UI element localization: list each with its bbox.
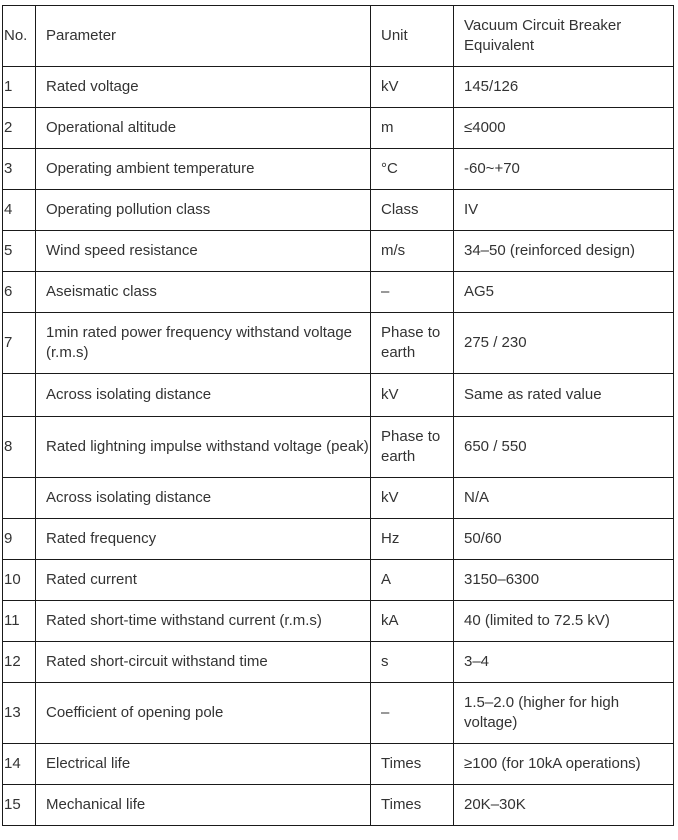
cell-unit: kV: [371, 478, 454, 519]
table-row: [3, 744, 674, 785]
cell-parameter: 1min rated power frequency withstand voltage (r.m.s): [36, 313, 371, 374]
table-row: [3, 313, 674, 374]
cell-unit: °C: [371, 149, 454, 190]
cell-no: 3: [3, 149, 36, 190]
cell-parameter: Rated current: [36, 560, 371, 601]
cell-vcb: 34–50 (reinforced design): [454, 231, 674, 272]
cell-vcb: Same as rated value: [454, 374, 674, 417]
cell-unit: m/s: [371, 231, 454, 272]
cell-parameter: Coefficient of opening pole: [36, 683, 371, 744]
cell-unit: Phase to earth: [371, 313, 454, 374]
header-no: No.: [3, 6, 36, 67]
cell-no: 12: [3, 642, 36, 683]
cell-no: 10: [3, 560, 36, 601]
table-row: [3, 519, 674, 560]
cell-vcb: 40 (limited to 72.5 kV): [454, 601, 674, 642]
cell-parameter: Operating ambient temperature: [36, 149, 371, 190]
header-unit: Unit: [371, 6, 454, 67]
table-row: [3, 67, 674, 108]
cell-unit: Phase to earth: [371, 417, 454, 478]
parameter-table: [2, 5, 674, 826]
cell-vcb: 1.5–2.0 (higher for high voltage): [454, 683, 674, 744]
cell-parameter: Across isolating distance: [36, 478, 371, 519]
cell-vcb: 20K–30K: [454, 785, 674, 826]
cell-vcb: ≤4000: [454, 108, 674, 149]
cell-no: 4: [3, 190, 36, 231]
cell-vcb: 3150–6300: [454, 560, 674, 601]
cell-unit: –: [371, 272, 454, 313]
cell-no: 8: [3, 417, 36, 478]
table-row: [3, 374, 674, 417]
cell-parameter: Rated short-time withstand current (r.m.s): [36, 601, 371, 642]
cell-parameter: Rated voltage: [36, 67, 371, 108]
cell-parameter: Operating pollution class: [36, 190, 371, 231]
cell-vcb: IV: [454, 190, 674, 231]
table-row: [3, 601, 674, 642]
cell-no: 2: [3, 108, 36, 149]
cell-vcb: 145/126: [454, 67, 674, 108]
table-row: [3, 272, 674, 313]
table-row: [3, 149, 674, 190]
cell-vcb: AG5: [454, 272, 674, 313]
cell-unit: Times: [371, 785, 454, 826]
table-row: [3, 683, 674, 744]
cell-unit: Class: [371, 190, 454, 231]
cell-parameter: Across isolating distance: [36, 374, 371, 417]
cell-parameter: Electrical life: [36, 744, 371, 785]
cell-vcb: ≥100 (for 10kA operations): [454, 744, 674, 785]
cell-vcb: 3–4: [454, 642, 674, 683]
cell-no: 7: [3, 313, 36, 374]
table-row: [3, 785, 674, 826]
table-row: [3, 231, 674, 272]
cell-vcb: 275 / 230: [454, 313, 674, 374]
table-row: [3, 190, 674, 231]
cell-no: 6: [3, 272, 36, 313]
table-row: [3, 642, 674, 683]
table-row: [3, 417, 674, 478]
table-row: [3, 478, 674, 519]
cell-parameter: Operational altitude: [36, 108, 371, 149]
cell-unit: –: [371, 683, 454, 744]
cell-vcb: 50/60: [454, 519, 674, 560]
cell-unit: A: [371, 560, 454, 601]
cell-no: 1: [3, 67, 36, 108]
cell-no: 5: [3, 231, 36, 272]
cell-unit: kV: [371, 374, 454, 417]
cell-no: 15: [3, 785, 36, 826]
table-row: [3, 108, 674, 149]
cell-unit: m: [371, 108, 454, 149]
cell-no: 9: [3, 519, 36, 560]
header-parameter: Parameter: [36, 6, 371, 67]
cell-unit: Hz: [371, 519, 454, 560]
cell-vcb: 650 / 550: [454, 417, 674, 478]
cell-parameter: Wind speed resistance: [36, 231, 371, 272]
cell-no: [3, 374, 36, 417]
cell-vcb: N/A: [454, 478, 674, 519]
header-vcb: Vacuum Circuit Breaker Equivalent: [454, 6, 674, 67]
cell-no: 11: [3, 601, 36, 642]
cell-parameter: Rated short-circuit withstand time: [36, 642, 371, 683]
cell-parameter: Aseismatic class: [36, 272, 371, 313]
cell-vcb: -60~+70: [454, 149, 674, 190]
cell-parameter: Rated frequency: [36, 519, 371, 560]
cell-no: [3, 478, 36, 519]
table-header-row: [3, 6, 674, 67]
cell-unit: Times: [371, 744, 454, 785]
cell-no: 14: [3, 744, 36, 785]
cell-no: 13: [3, 683, 36, 744]
cell-unit: s: [371, 642, 454, 683]
cell-parameter: Mechanical life: [36, 785, 371, 826]
table-row: [3, 560, 674, 601]
cell-unit: kV: [371, 67, 454, 108]
cell-parameter: Rated lightning impulse withstand voltage (peak): [36, 417, 371, 478]
cell-unit: kA: [371, 601, 454, 642]
